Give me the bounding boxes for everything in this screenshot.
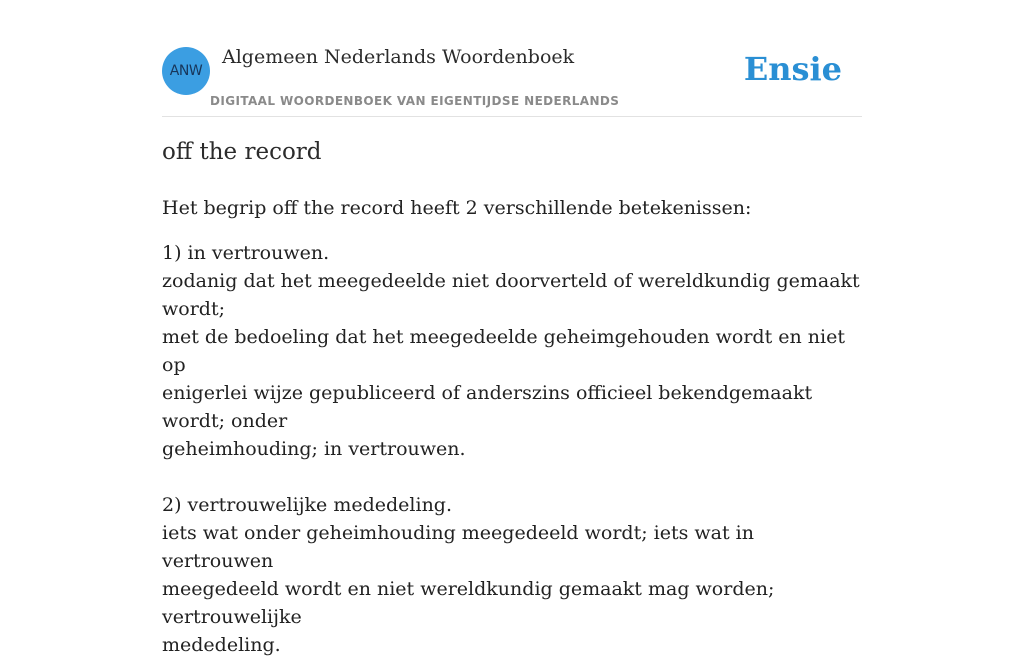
meaning-item-2 [162, 491, 862, 659]
meaning-heading: 2) vertrouwelijke mededeling. [162, 494, 453, 516]
meaning-line: iets wat onder geheimhouding meegedeeld wordt; iets wat in vertrouwen [162, 522, 754, 572]
meaning-line: enigerlei wijze gepubliceerd of anderszins officieel bekendgemaakt wordt; onder [162, 382, 813, 432]
meaning-line: geheimhouding; in vertrouwen. [162, 438, 466, 460]
meaning-line: met de bedoeling dat het meegedeelde geheimgehouden wordt en niet op [162, 326, 845, 376]
ensie-brand-logo[interactable]: Ensie [743, 50, 842, 88]
meaning-item-1 [162, 239, 862, 463]
meanings-list [162, 239, 862, 659]
meaning-line: zodanig dat het meegedeelde niet doorverteld of wereldkundig gemaakt wordt; [162, 270, 860, 320]
site-title[interactable]: Algemeen Nederlands Woordenboek [222, 46, 575, 68]
site-subtitle: DIGITAAL WOORDENBOEK VAN EIGENTIJDSE NEDERLANDS [210, 94, 620, 108]
meaning-line: mededeling. [162, 634, 281, 656]
site-header [162, 0, 862, 117]
page-container [162, 0, 862, 656]
meaning-heading: 1) in vertrouwen. [162, 242, 330, 264]
anw-logo[interactable]: ANW [162, 47, 210, 95]
entry-intro: Het begrip off the record heeft 2 verschillende betekenissen: [162, 197, 752, 219]
entry-word-title: off the record [162, 139, 322, 165]
meaning-line: meegedeeld wordt en niet wereldkundig gemaakt mag worden; vertrouwelijke [162, 578, 775, 628]
